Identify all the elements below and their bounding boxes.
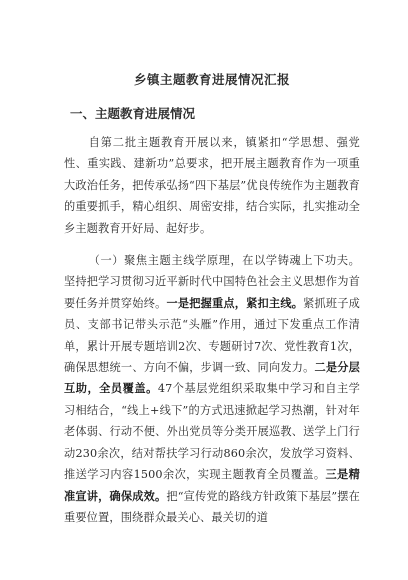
point-three-text: 把“宣传党的路线方针政策下基层”摆在重要位置，围绕群众最关心、最关切的道 xyxy=(64,489,360,524)
point-one-text: 紧抓班子成员、支部书记带头示范“头雁”作用，通过下发重点工作清单，累计开展专题培训2次、专题研讨7次、党性教育1次，确保思想统一、方向不偏，步调一致、同向发力。 xyxy=(64,296,360,375)
point-two-text: 47个基层党组织采取集中学习和自主学习相结合，“线上+线下”的方式迅速掀起学习热潮，针对年老体弱、行动不便、外出党员等分类开展巡教、送学上门行动230余次，结对帮扶学习行动860余次，发放学习资料、推送学习内容1500余次，实现主题教育全员覆盖。 xyxy=(64,382,361,482)
intro-paragraph: 自第二批主题教育开展以来，镇紧扣“学思想、强党性、重实践、建新功”总要求，把开展主题教育作为一项重大政治任务，把传承弘扬“四下基层”优良传统作为主题教育的重要抓手，精心组织、周密安排，结合实际，扎实推动全乡主题教育开好局、起好步。 xyxy=(64,136,360,235)
paragraph-gap xyxy=(64,239,360,250)
document-title: 乡镇主题教育进展情况汇报 xyxy=(133,72,290,87)
point-one-heading: 一是把握重点，紧扣主线。 xyxy=(166,295,304,310)
point-three-heading: 三是精准宣讲，确保成效。 xyxy=(64,467,361,503)
point-two-heading: 二是分层互助，全员覆盖。 xyxy=(64,360,360,396)
section-heading-progress: 一、主题教育进展情况 xyxy=(70,106,196,121)
subsection-paragraph xyxy=(64,250,360,528)
subsection-number: （一） xyxy=(88,254,125,268)
subsection-lead: 坚持把学习贯彻习近平新时代中国特色社会主义思想作为首要任务并贯穿始终。 xyxy=(64,275,360,310)
subsection-heading: 聚焦主题主线学原理，在以学铸魂上下功夫。 xyxy=(124,254,360,268)
